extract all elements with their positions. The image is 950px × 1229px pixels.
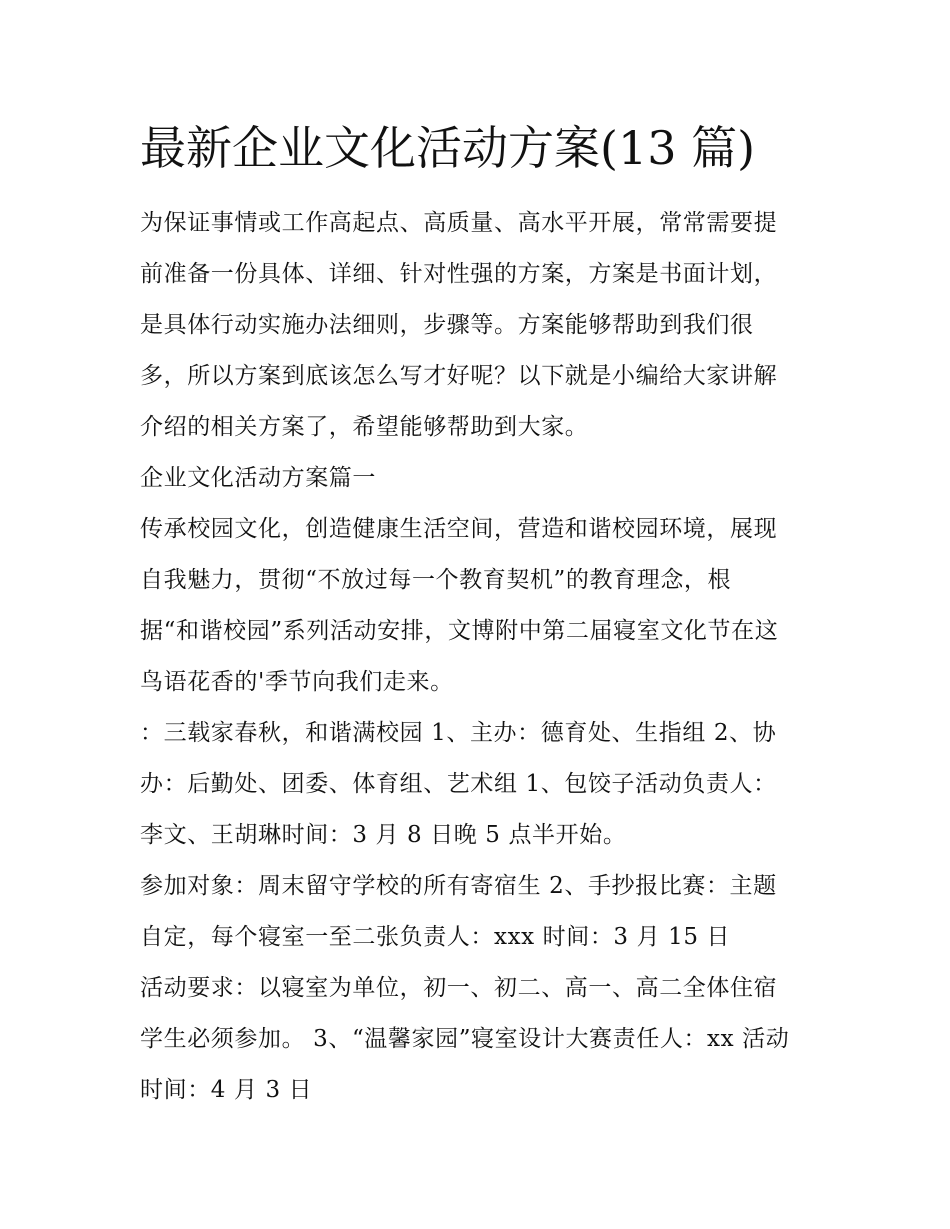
body-line: ：三载家春秋，和谐满校园 1、主办：德育处、生指组 2、协 <box>140 720 777 746</box>
body-line: 办：后勤处、团委、体育组、艺术组 1、包饺子活动负责人： <box>140 771 777 797</box>
body-line: 介绍的相关方案了，希望能够帮助到大家。 <box>140 414 589 440</box>
body-line: 活动要求：以寝室为单位，初一、初二、高一、高二全体住宿 <box>140 975 778 1001</box>
body-line: 时间：4 月 3 日 <box>140 1077 313 1103</box>
body-line: 鸟语花香的'季节向我们走来。 <box>140 669 454 695</box>
body-line: 多，所以方案到底该怎么写才好呢？以下就是小编给大家讲解 <box>140 363 778 389</box>
body-line: 自定，每个寝室一至二张负责人：xxx 时间：3 月 15 日 <box>140 924 731 950</box>
body-line: 自我魅力，贯彻“不放过每一个教育契机”的教育理念，根 <box>140 567 732 593</box>
document-title: 最新企业文化活动方案(13 篇) <box>140 121 756 175</box>
body-line: 传承校园文化，创造健康生活空间，营造和谐校园环境，展现 <box>140 516 778 542</box>
body-line: 为保证事情或工作高起点、高质量、高水平开展，常常需要提 <box>140 210 778 236</box>
body-line: 学生必须参加。 3、“温馨家园”寝室设计大赛责任人：xx 活动 <box>140 1026 790 1052</box>
body-line: 是具体行动实施办法细则，步骤等。方案能够帮助到我们很 <box>140 312 754 338</box>
body-line: 参加对象：周末留守学校的所有寄宿生 2、手抄报比赛：主题 <box>140 873 777 899</box>
body-line: 前准备一份具体、详细、针对性强的方案，方案是书面计划， <box>140 261 778 287</box>
body-line: 李文、王胡琳时间：3 月 8 日晚 5 点半开始。 <box>140 822 627 848</box>
document-body <box>140 198 812 1116</box>
body-line: 据“和谐校园”系列活动安排，文博附中第二届寝室文化节在这 <box>140 618 779 644</box>
section-heading: 企业文化活动方案篇一 <box>140 465 376 491</box>
